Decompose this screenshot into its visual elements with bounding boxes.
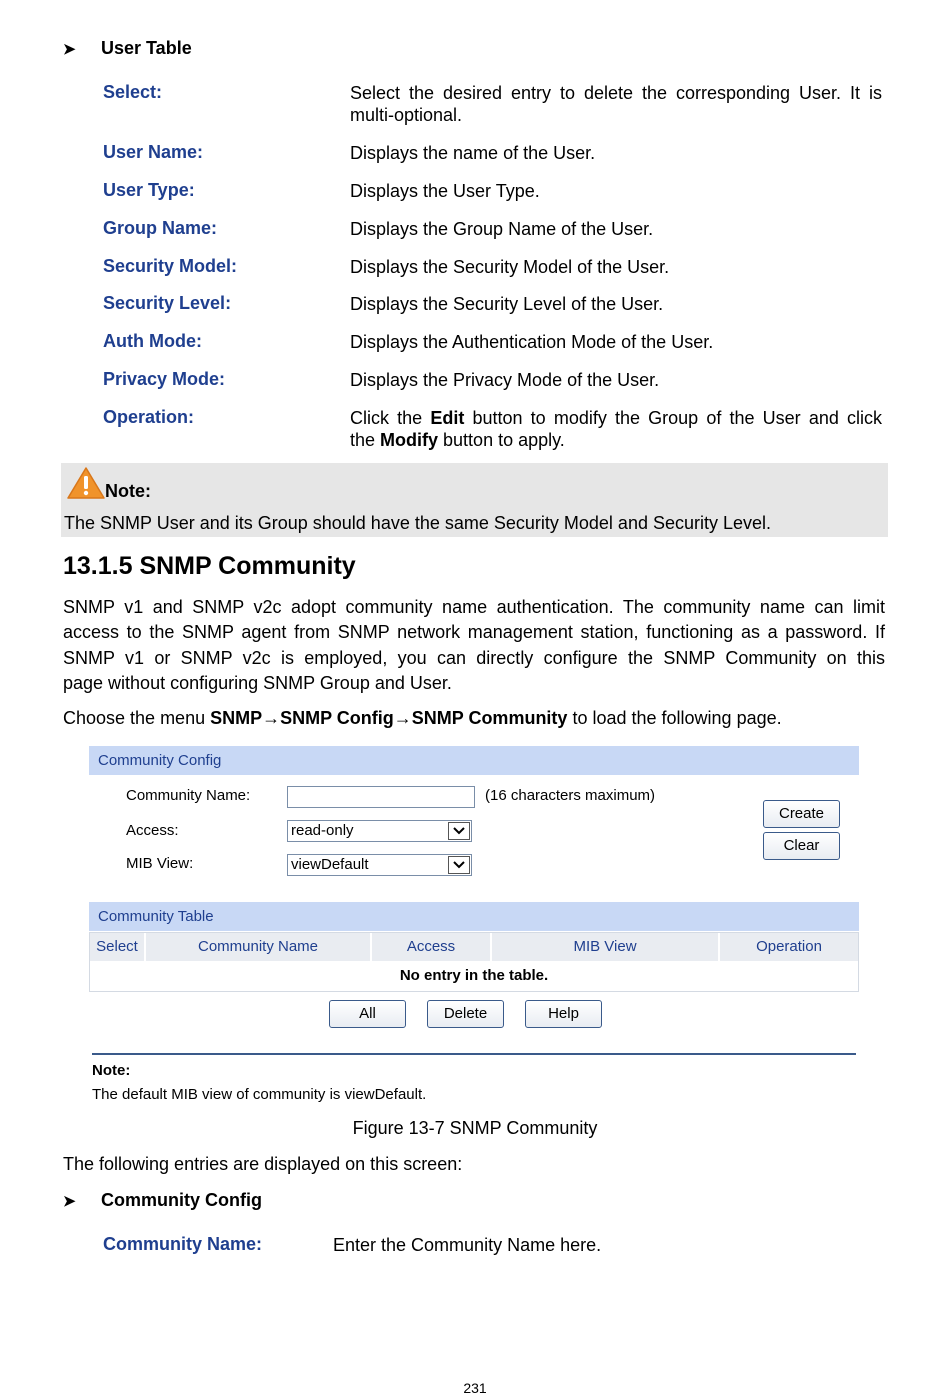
term-select: Select: <box>103 82 163 102</box>
intro-paragraph: SNMP v1 and SNMP v2c adopt community name authentication. The community name can limit access to the SNMP agent from SNMP network management station, functioning as a password. If SNMP v1 or SNMP v2c is employed, you can directly configure the SNMP Community on this page without configuring SNMP Group and User. <box>63 597 885 693</box>
ui-note-title: Note: <box>92 1062 131 1079</box>
page-number: 231 <box>463 1380 487 1396</box>
menu-path: SNMP→SNMP Config→SNMP Community <box>210 708 568 728</box>
chevron-down-icon <box>448 856 470 874</box>
create-button[interactable]: Create <box>763 800 840 828</box>
access-select[interactable]: read-only <box>287 820 472 842</box>
desc-group-name: Displays the Group Name of the User. <box>350 219 654 239</box>
arrow-bullet-icon: ➤ <box>63 1193 76 1210</box>
term-user-type: User Type: <box>103 180 195 200</box>
community-name-hint: (16 characters maximum) <box>485 787 656 804</box>
empty-table-message: No entry in the table. <box>399 967 549 984</box>
mib-view-select[interactable]: viewDefault <box>287 854 472 876</box>
clear-button[interactable]: Clear <box>763 832 840 860</box>
community-table <box>89 932 859 992</box>
col-mib-view: MIB View <box>573 938 637 955</box>
community-table-bar: Community Table <box>89 902 859 931</box>
col-access: Access <box>406 938 456 955</box>
all-button[interactable]: All <box>329 1000 406 1028</box>
col-select: Select <box>96 938 138 955</box>
term-auth-mode: Auth Mode: <box>103 331 202 351</box>
col-community-name: Community Name <box>197 938 319 955</box>
desc-operation: Click the Edit button to modify the Group of the User and click the Modify button to apply. <box>350 408 882 450</box>
user-table-heading: ➤ User Table <box>63 38 192 58</box>
chevron-down-icon <box>448 822 470 840</box>
community-config-heading: ➤ Community Config <box>63 1190 262 1210</box>
col-operation: Operation <box>756 938 822 955</box>
note-divider <box>92 1053 856 1055</box>
access-label: Access: <box>126 822 179 839</box>
term-community-name: Community Name: <box>103 1234 263 1254</box>
desc-security-model: Displays the Security Model of the User. <box>350 257 670 277</box>
desc-user-name: Displays the name of the User. <box>350 143 596 163</box>
community-name-label: Community Name: <box>126 787 251 804</box>
note-box <box>61 463 888 537</box>
community-name-input[interactable] <box>287 786 475 808</box>
delete-button[interactable]: Delete <box>427 1000 504 1028</box>
term-security-model: Security Model: <box>103 256 238 276</box>
community-config-bar: Community Config <box>89 746 859 775</box>
desc-privacy-mode: Displays the Privacy Mode of the User. <box>350 370 660 390</box>
mib-view-label: MIB View: <box>126 855 194 872</box>
help-button[interactable]: Help <box>525 1000 602 1028</box>
table-header-row <box>90 933 858 961</box>
desc-community-name: Enter the Community Name here. <box>333 1235 602 1255</box>
arrow-bullet-icon: ➤ <box>63 41 76 58</box>
term-privacy-mode: Privacy Mode: <box>103 369 226 389</box>
following-text: The following entries are displayed on this screen: <box>63 1154 463 1174</box>
note-title: Note: <box>105 481 151 501</box>
note-text: The SNMP User and its Group should have the same Security Model and Security Level. <box>64 513 772 533</box>
term-group-name: Group Name: <box>103 218 218 238</box>
desc-auth-mode: Displays the Authentication Mode of the User. <box>350 332 714 352</box>
desc-security-level: Displays the Security Level of the User. <box>350 294 664 314</box>
term-operation: Operation: <box>103 407 195 427</box>
section-heading: 13.1.5 SNMP Community <box>63 552 356 580</box>
figure-caption: Figure 13-7 SNMP Community <box>352 1118 598 1138</box>
term-user-name: User Name: <box>103 142 204 162</box>
menu-instruction: Choose the menu SNMP→SNMP Config→SNMP Community to load the following page. <box>63 708 782 728</box>
ui-note-text: The default MIB view of community is viewDefault. <box>92 1086 427 1103</box>
desc-user-type: Displays the User Type. <box>350 181 540 201</box>
warning-icon <box>66 466 106 500</box>
term-security-level: Security Level: <box>103 293 232 313</box>
desc-select: Select the desired entry to delete the corresponding User. It is multi-optional. <box>350 83 882 125</box>
